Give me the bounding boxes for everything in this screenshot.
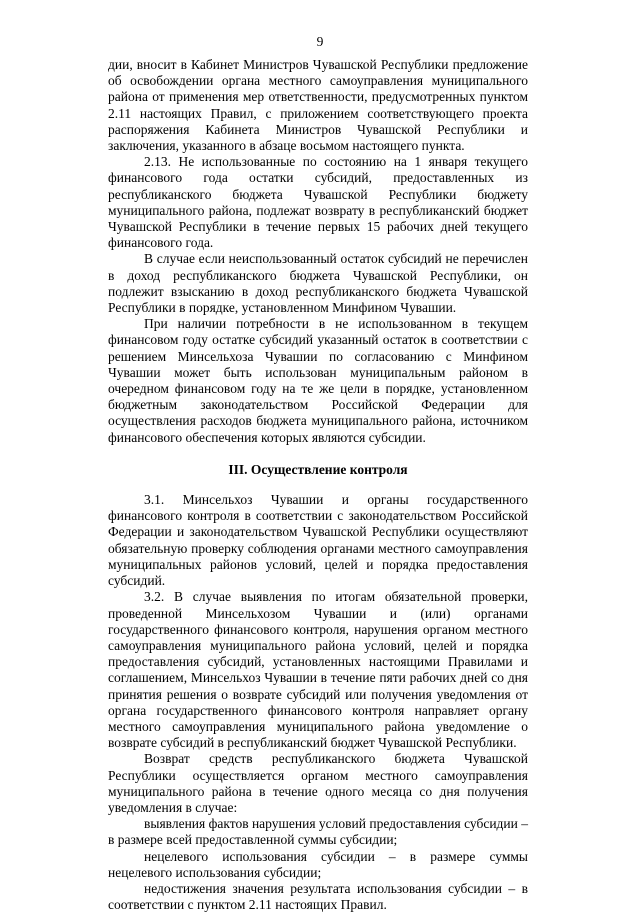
paragraph-refund: Возврат средств республиканского бюджета Чувашской Республики осуществляется органом местного самоуправления муниципального района в течение одного месяца со дня получения уведомления в случае: — [108, 751, 528, 815]
paragraph-unpaid-balance: В случае если неиспользованный остаток субсидий не перечислен в доход республиканского бюджета Чувашской Республики, он подлежит взысканию в доход республиканского бюджета Чувашской Республики в порядке, установленном Минфином Чувашии. — [108, 251, 528, 316]
paragraph-3-1: 3.1. Минсельхоз Чувашии и органы государственного финансового контроля в соответствии с законодательством Российской Федерации и законодательством Чувашской Республики осуществляют обязательную проверку соблюдения органами местного самоуправления муниципальных районов условий, целей и порядка предоставления субсидий. — [108, 492, 528, 589]
paragraph-3-2: 3.2. В случае выявления по итогам обязательной проверки, проведенной Минсельхозом Чувашии и (или) органами государственного финансового контроля, нарушения органом местного самоуправления муниципального района условий, целей и порядка предоставления субсидий, установленных настоящими Правилами и соглашением, Минсельхоз Чувашии в течение пяти рабочих дней со дня принятия решения о возврате субсидий или получения уведомления от органа государственного финансового контроля направляет органу местного самоуправления муниципального района уведомление о возврате субсидий в республиканский бюджет Чувашской Республики. — [108, 589, 528, 751]
paragraph-continuation: дии, вносит в Кабинет Министров Чувашской Республики предложение об освобождении органа местного самоуправления муниципального района от применения мер ответственности, предусмотренных пунктом 2.11 настоящих Правил, с приложением соответствующего проекта распоряжения Кабинета Министров Чувашской Республики и заключения, указанного в абзаце восьмом настоящего пункта. — [108, 57, 528, 154]
list-item-nonachievement: недостижения значения результата использования субсидии – в соответствии с пунктом 2.11 настоящих Правил. — [108, 880, 528, 913]
page-number: 9 — [316, 34, 324, 49]
paragraph-balance-usage: При наличии потребности в не использованном в текущем финансовом году остатке субсидий указанный остаток в соответствии с решением Минсельхоза Чувашии по согласованию с Минфином Чувашии может быть использован муниципальным районом в очередном финансовом году на те же цели в порядке, установленном бюджетным законодательством Российской Федерации для осуществления расходов бюджета муниципального района, источником финансового обеспечения которых являются субсидии. — [108, 316, 528, 445]
document-body — [108, 57, 528, 913]
list-item-violation: выявления фактов нарушения условий предоставления субсидии – в размере всей предоставленной суммы субсидии; — [108, 816, 529, 848]
section-heading-control: III. Осуществление контроля — [228, 461, 408, 477]
list-item-misuse: нецелевого использования субсидии – в размере суммы нецелевого использования субсидии; — [108, 848, 528, 880]
paragraph-2-13: 2.13. Не использованные по состоянию на 1 января текущего финансового года остатки субсидий, предоставленных из республиканского бюджета Чувашской Республики бюджету муниципального района, подлежат возврату в республиканский бюджет Чувашской Республики в течение первых 15 рабочих дней текущего финансового года. — [108, 154, 528, 251]
